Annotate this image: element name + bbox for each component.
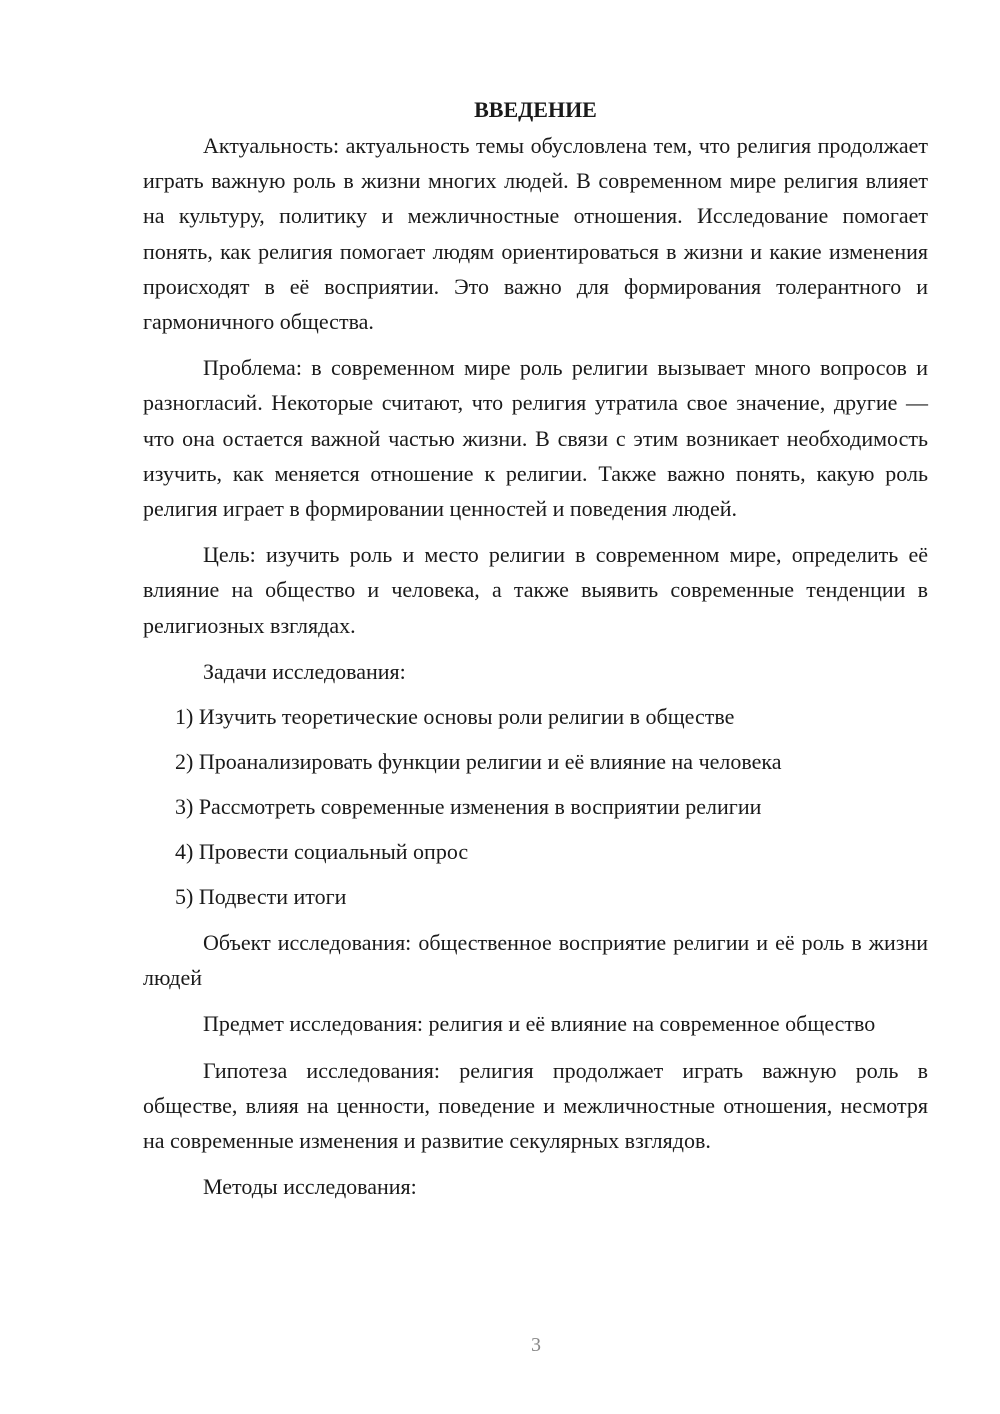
list-item: 4) Провести социальный опрос	[175, 839, 469, 865]
methods-title: Методы исследования:	[203, 1174, 417, 1200]
paragraph-object: Объект исследования: общественное восприятие религии и её роль в жизни людей	[143, 930, 928, 991]
paragraph-problem: Проблема: в современном мире роль религии вызывает много вопросов и разногласий. Некоторые считают, что религия утратила свое значение, другие — что она остается важной частью жизни. В связи с этим возникает необходимость изучить, как меняется отношение к религии. Также важно понять, какую роль религия играет в формировании ценностей и поведения людей.	[143, 355, 928, 522]
paragraph-subject: Предмет исследования: религия и её влияние на современное общество	[203, 1011, 876, 1037]
paragraph-goal: Цель: изучить роль и место религии в современном мире, определить её влияние на общество и человека, а также выявить современные тенденции в религиозных взглядах.	[143, 542, 928, 638]
page-number: 3	[531, 1334, 541, 1356]
list-item: 1) Изучить теоретические основы роли религии в обществе	[175, 704, 735, 730]
document-page	[143, 92, 928, 1204]
list-item: 3) Рассмотреть современные изменения в восприятии религии	[175, 794, 762, 820]
list-item: 5) Подвести итоги	[175, 884, 347, 910]
paragraph-hypothesis: Гипотеза исследования: религия продолжает играть важную роль в обществе, влияя на ценности, поведение и межличностные отношения, несмотря на современные изменения и развитие секулярных взглядов.	[143, 1057, 928, 1154]
list-item: 2) Проанализировать функции религии и её влияние на человека	[175, 749, 782, 775]
page-title: ВВЕДЕНИЕ	[474, 97, 597, 122]
paragraph-relevance: Актуальность: актуальность темы обусловлена тем, что религия продолжает играть важную роль в жизни многих людей. В современном мире религия влияет на культуру, политику и межличностные отношения. Исследование помогает понять, как религия помогает людям ориентироваться в жизни и какие изменения происходят в её восприятии. Это важно для формирования толерантного и гармоничного общества.	[143, 133, 928, 335]
tasks-list	[143, 699, 928, 914]
tasks-title: Задачи исследования:	[203, 658, 406, 684]
